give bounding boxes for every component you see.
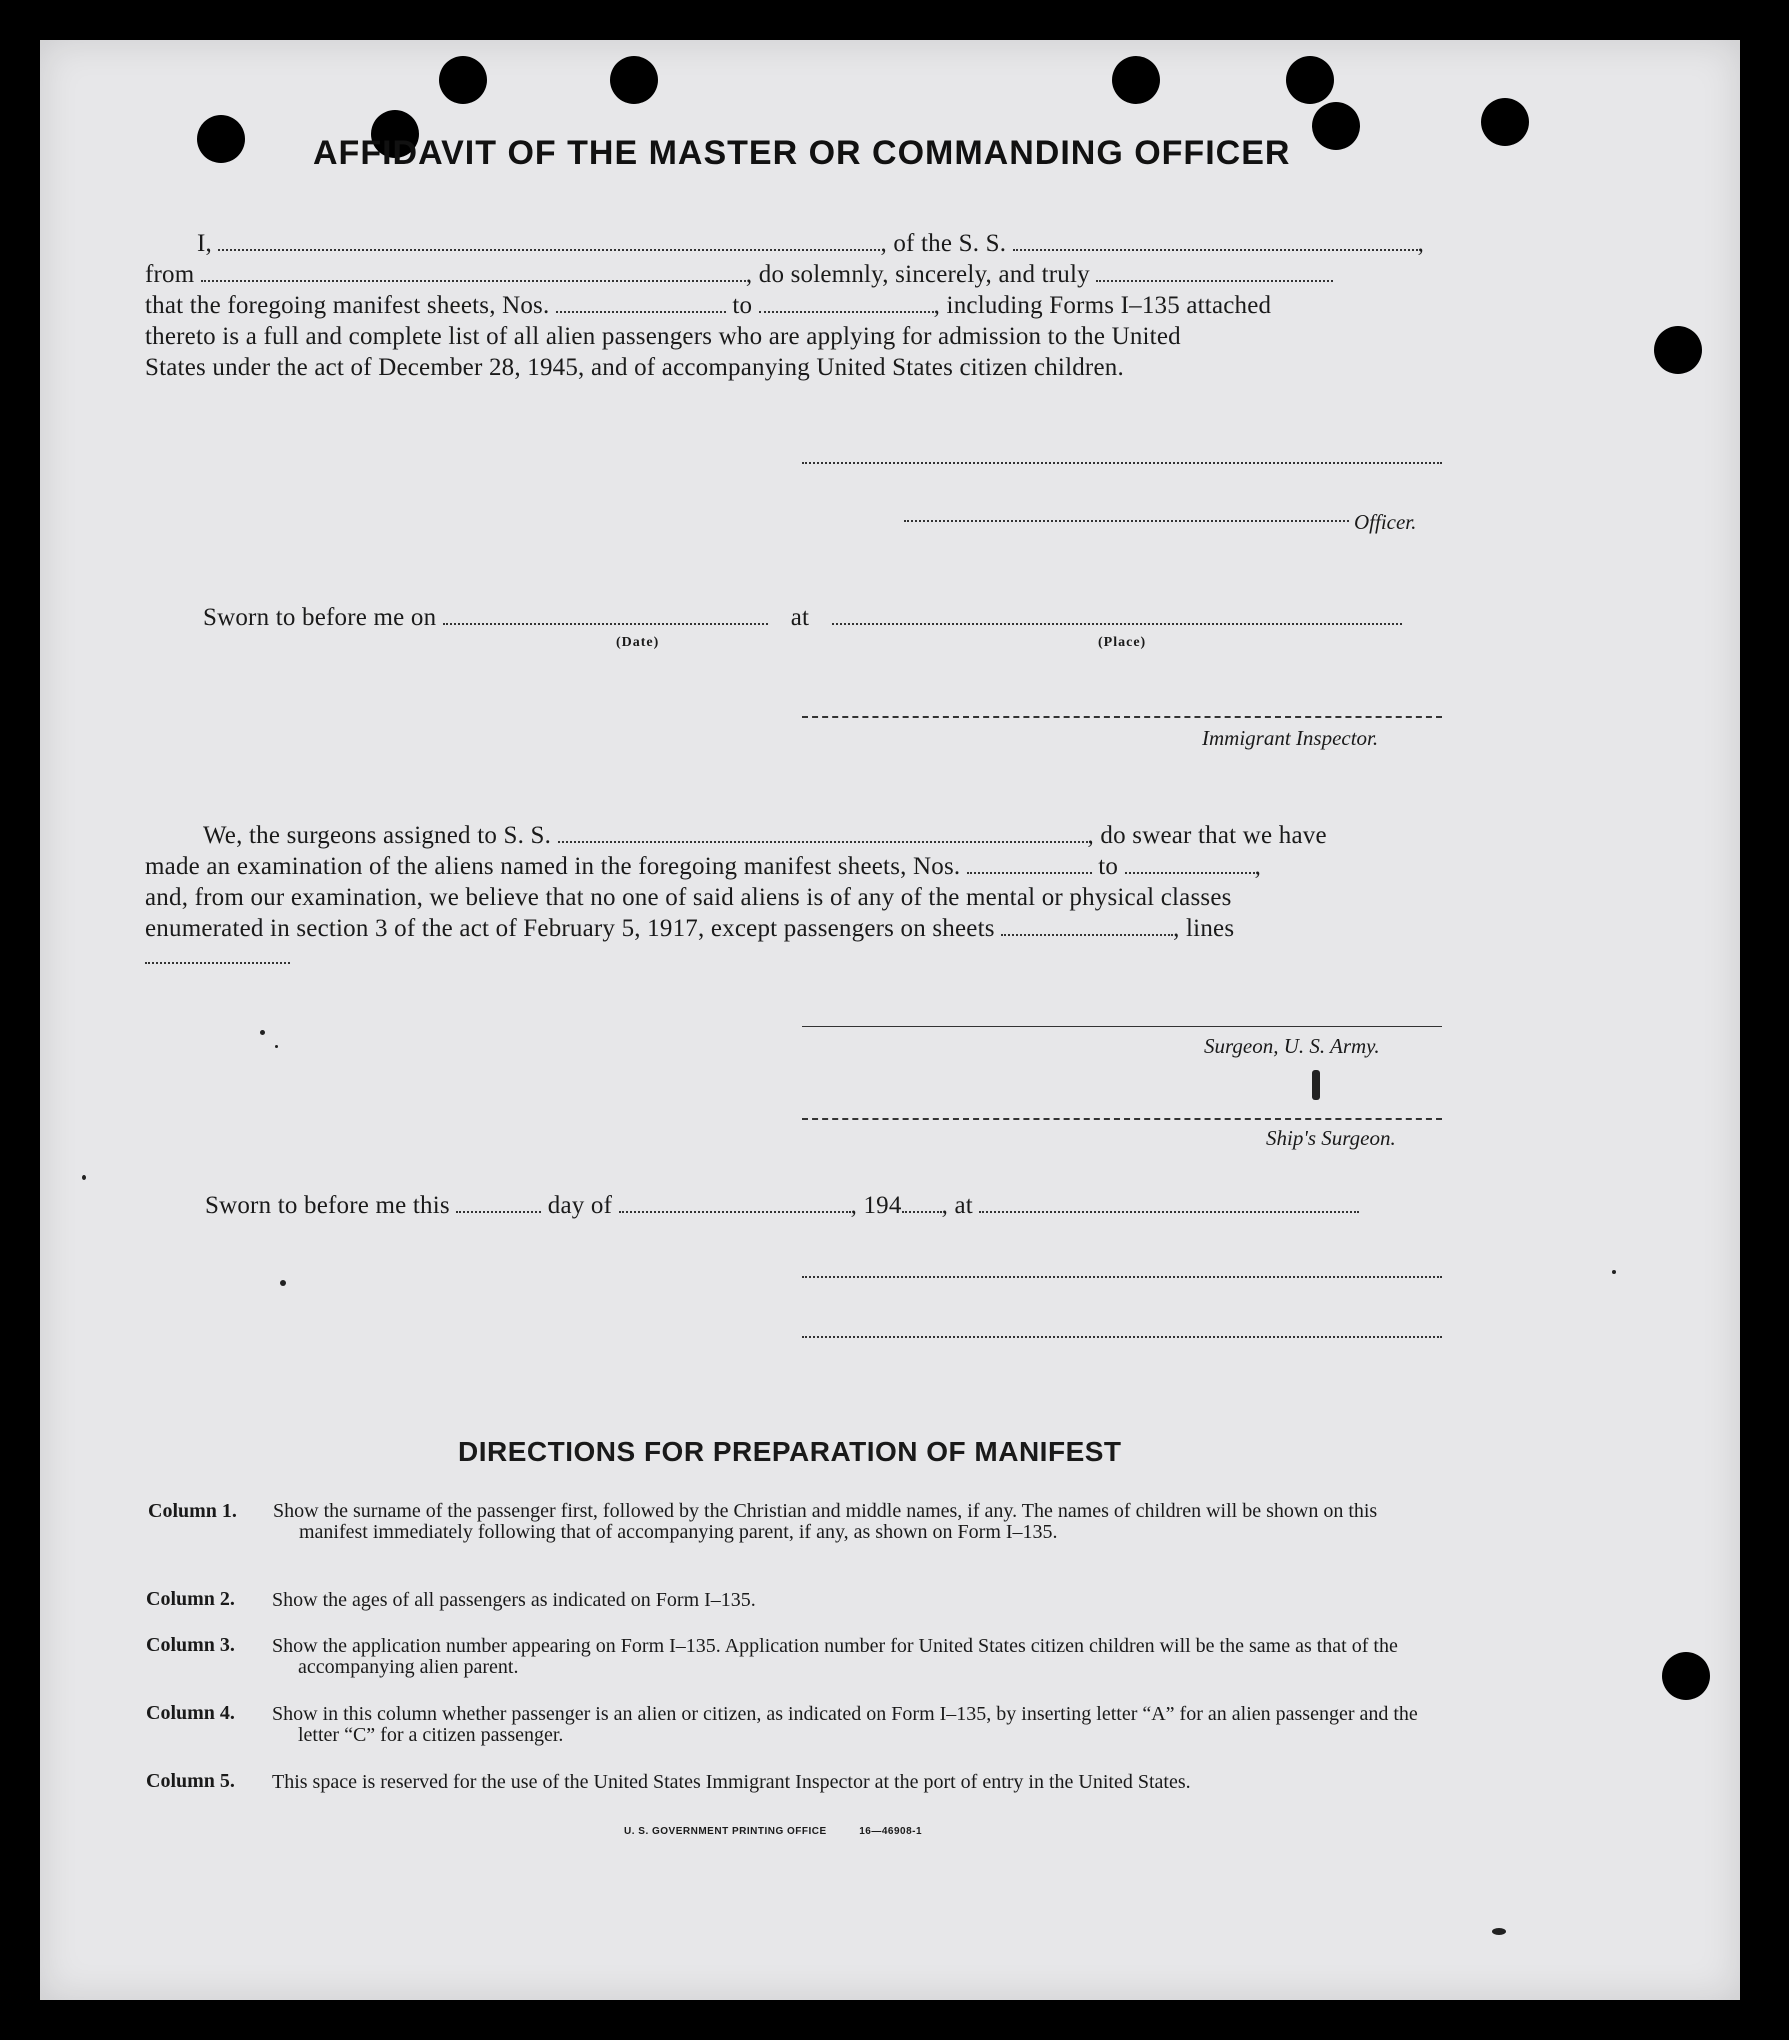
- sheet-from-field[interactable]: [556, 293, 726, 313]
- inspector2-signature-line[interactable]: [802, 1276, 1442, 1278]
- surgeons-exam-label: made an examination of the aliens named in the foregoing manifest sheets, Nos.: [145, 853, 961, 880]
- inspector2-title-line[interactable]: [802, 1336, 1442, 1338]
- scan-speck: [260, 1030, 265, 1035]
- comma: ,: [1254, 853, 1262, 880]
- column-5-text: This space is reserved for the use of the United States Immigrant Inspector at the port of entry in the United States.: [272, 1771, 1191, 1793]
- scan-speck: [280, 1280, 286, 1286]
- affidavit-sheets-label: that the foregoing manifest sheets, Nos.: [145, 292, 550, 319]
- column-1-label: Column 1.: [148, 1500, 237, 1522]
- officer-label: Officer.: [1354, 510, 1417, 534]
- scan-speck: [82, 1175, 86, 1180]
- sworn-month-field[interactable]: [619, 1193, 851, 1213]
- sworn-this-label: Sworn to before me this: [205, 1192, 450, 1219]
- scan-speck: [1312, 1070, 1320, 1100]
- scan-speck: [1612, 1270, 1616, 1274]
- surgeons-ss-label: We, the surgeons assigned to S. S.: [203, 822, 552, 849]
- except-lines-field[interactable]: [145, 962, 290, 964]
- printer-imprint: [624, 1826, 922, 1837]
- punch-hole: [197, 115, 245, 163]
- punch-hole: [1654, 326, 1702, 374]
- column-3-label: Column 3.: [146, 1634, 235, 1656]
- printer-office: U. S. GOVERNMENT PRINTING OFFICE: [624, 1826, 827, 1837]
- affirmation-field[interactable]: [1096, 262, 1333, 282]
- surgeons-line-1: [203, 822, 1327, 850]
- officer-title-line[interactable]: [904, 520, 1349, 522]
- punch-hole: [439, 56, 487, 104]
- surgeons-line-3: and, from our examination, we believe that no one of said aliens is of any of the mental or physical classes: [145, 884, 1232, 911]
- punch-hole: [610, 56, 658, 104]
- affidavit-line-5: States under the act of December 28, 1945, and of accompanying United States citizen children.: [145, 354, 1124, 381]
- affidavit-ss-label: , of the S. S.: [880, 230, 1007, 257]
- sworn-on-label: Sworn to before me on: [203, 604, 437, 631]
- column-2-label: Column 2.: [146, 1588, 235, 1610]
- affidavit-to-label: to: [732, 292, 753, 319]
- sworn-year-field[interactable]: [902, 1193, 942, 1213]
- surgeons-to-label: to: [1098, 853, 1119, 880]
- surgeons-lines-label: , lines: [1173, 915, 1235, 942]
- ship-surgeon-signature-line[interactable]: [802, 1118, 1442, 1120]
- surgeons-line-2: [145, 853, 1261, 881]
- sworn-at2-label: , at: [941, 1192, 973, 1219]
- army-surgeon-label: Surgeon, U. S. Army.: [1204, 1034, 1380, 1058]
- column-4-text: Show in this column whether passenger is an alien or citizen, as indicated on Form I–135, by inserting letter “A” for an alien passenger and the letter “C” for a citizen passenger.: [272, 1703, 1418, 1746]
- sworn-before-this: [205, 1192, 1359, 1220]
- affidavit-line-2: [145, 261, 1333, 289]
- affidavit-solemnly-label: , do solemnly, sincerely, and truly: [745, 261, 1090, 288]
- printer-code: 16—46908-1: [859, 1826, 923, 1837]
- sworn-at-label: at: [790, 604, 810, 631]
- sworn-place-field[interactable]: [832, 605, 1402, 625]
- column-4-label: Column 4.: [146, 1702, 235, 1724]
- date-hint: (Date): [616, 635, 660, 650]
- surgeons-sheet-from-field[interactable]: [967, 854, 1092, 874]
- surgeons-line-4: [145, 915, 1234, 943]
- affidavit-from-label: from: [145, 261, 195, 288]
- affidavit-line-1: [197, 230, 1424, 258]
- column-5-label: Column 5.: [146, 1770, 235, 1792]
- column-3-text: Show the application number appearing on Form I–135. Application number for United States citizen children will be the same as that of the accompanying alien parent.: [272, 1635, 1398, 1678]
- comma: ,: [1417, 230, 1425, 257]
- punch-hole: [1662, 1652, 1710, 1700]
- ship-name-field[interactable]: [1013, 231, 1418, 251]
- sworn-dayof-label: day of: [547, 1192, 613, 1219]
- surgeons-ship-field[interactable]: [558, 823, 1088, 843]
- officer-signature-line[interactable]: [802, 462, 1442, 464]
- sworn-year-label: , 194: [850, 1192, 902, 1219]
- officer-name-field[interactable]: [218, 231, 880, 251]
- punch-hole: [1112, 56, 1160, 104]
- punch-hole: [1286, 56, 1334, 104]
- inspector-signature-line[interactable]: [802, 716, 1442, 718]
- sheet-to-field[interactable]: [759, 293, 934, 313]
- column-2-text: Show the ages of all passengers as indicated on Form I–135.: [272, 1589, 756, 1611]
- form-page: [40, 40, 1740, 2000]
- sworn-before-on: [203, 604, 1402, 632]
- army-surgeon-signature-line[interactable]: [802, 1026, 1442, 1027]
- sworn-date-field[interactable]: [443, 605, 768, 625]
- form-title: AFFIDAVIT OF THE MASTER OR COMMANDING OFFICER: [313, 134, 1291, 172]
- directions-heading: DIRECTIONS FOR PREPARATION OF MANIFEST: [458, 1436, 1122, 1467]
- affidavit-line-4: thereto is a full and complete list of all alien passengers who are applying for admission to the United: [145, 323, 1181, 350]
- punch-hole: [1312, 102, 1360, 150]
- punch-hole: [1481, 98, 1529, 146]
- sworn-day-field[interactable]: [456, 1193, 541, 1213]
- departure-port-field[interactable]: [201, 262, 746, 282]
- place-hint: (Place): [1098, 635, 1147, 650]
- surgeons-swear-label: , do swear that we have: [1087, 822, 1327, 849]
- ship-surgeon-label: Ship's Surgeon.: [1266, 1126, 1396, 1150]
- affidavit-forms-label: , including Forms I–135 attached: [933, 292, 1272, 319]
- affidavit-i-label: I,: [197, 230, 212, 257]
- column-1-text: Show the surname of the passenger first, followed by the Christian and middle names, if any. The names of children will be shown on this manifest immediately following that of accompanying parent, if any, as shown on Form I–135.: [273, 1500, 1378, 1543]
- except-sheets-field[interactable]: [1001, 916, 1173, 936]
- scan-speck: [275, 1045, 278, 1048]
- inspector-label: Immigrant Inspector.: [1202, 726, 1379, 750]
- surgeons-except-label: enumerated in section 3 of the act of February 5, 1917, except passengers on sheets: [145, 915, 995, 942]
- surgeons-sheet-to-field[interactable]: [1125, 854, 1255, 874]
- sworn-place2-field[interactable]: [979, 1193, 1359, 1213]
- scan-speck: [1492, 1928, 1506, 1935]
- affidavit-line-3: [145, 292, 1271, 320]
